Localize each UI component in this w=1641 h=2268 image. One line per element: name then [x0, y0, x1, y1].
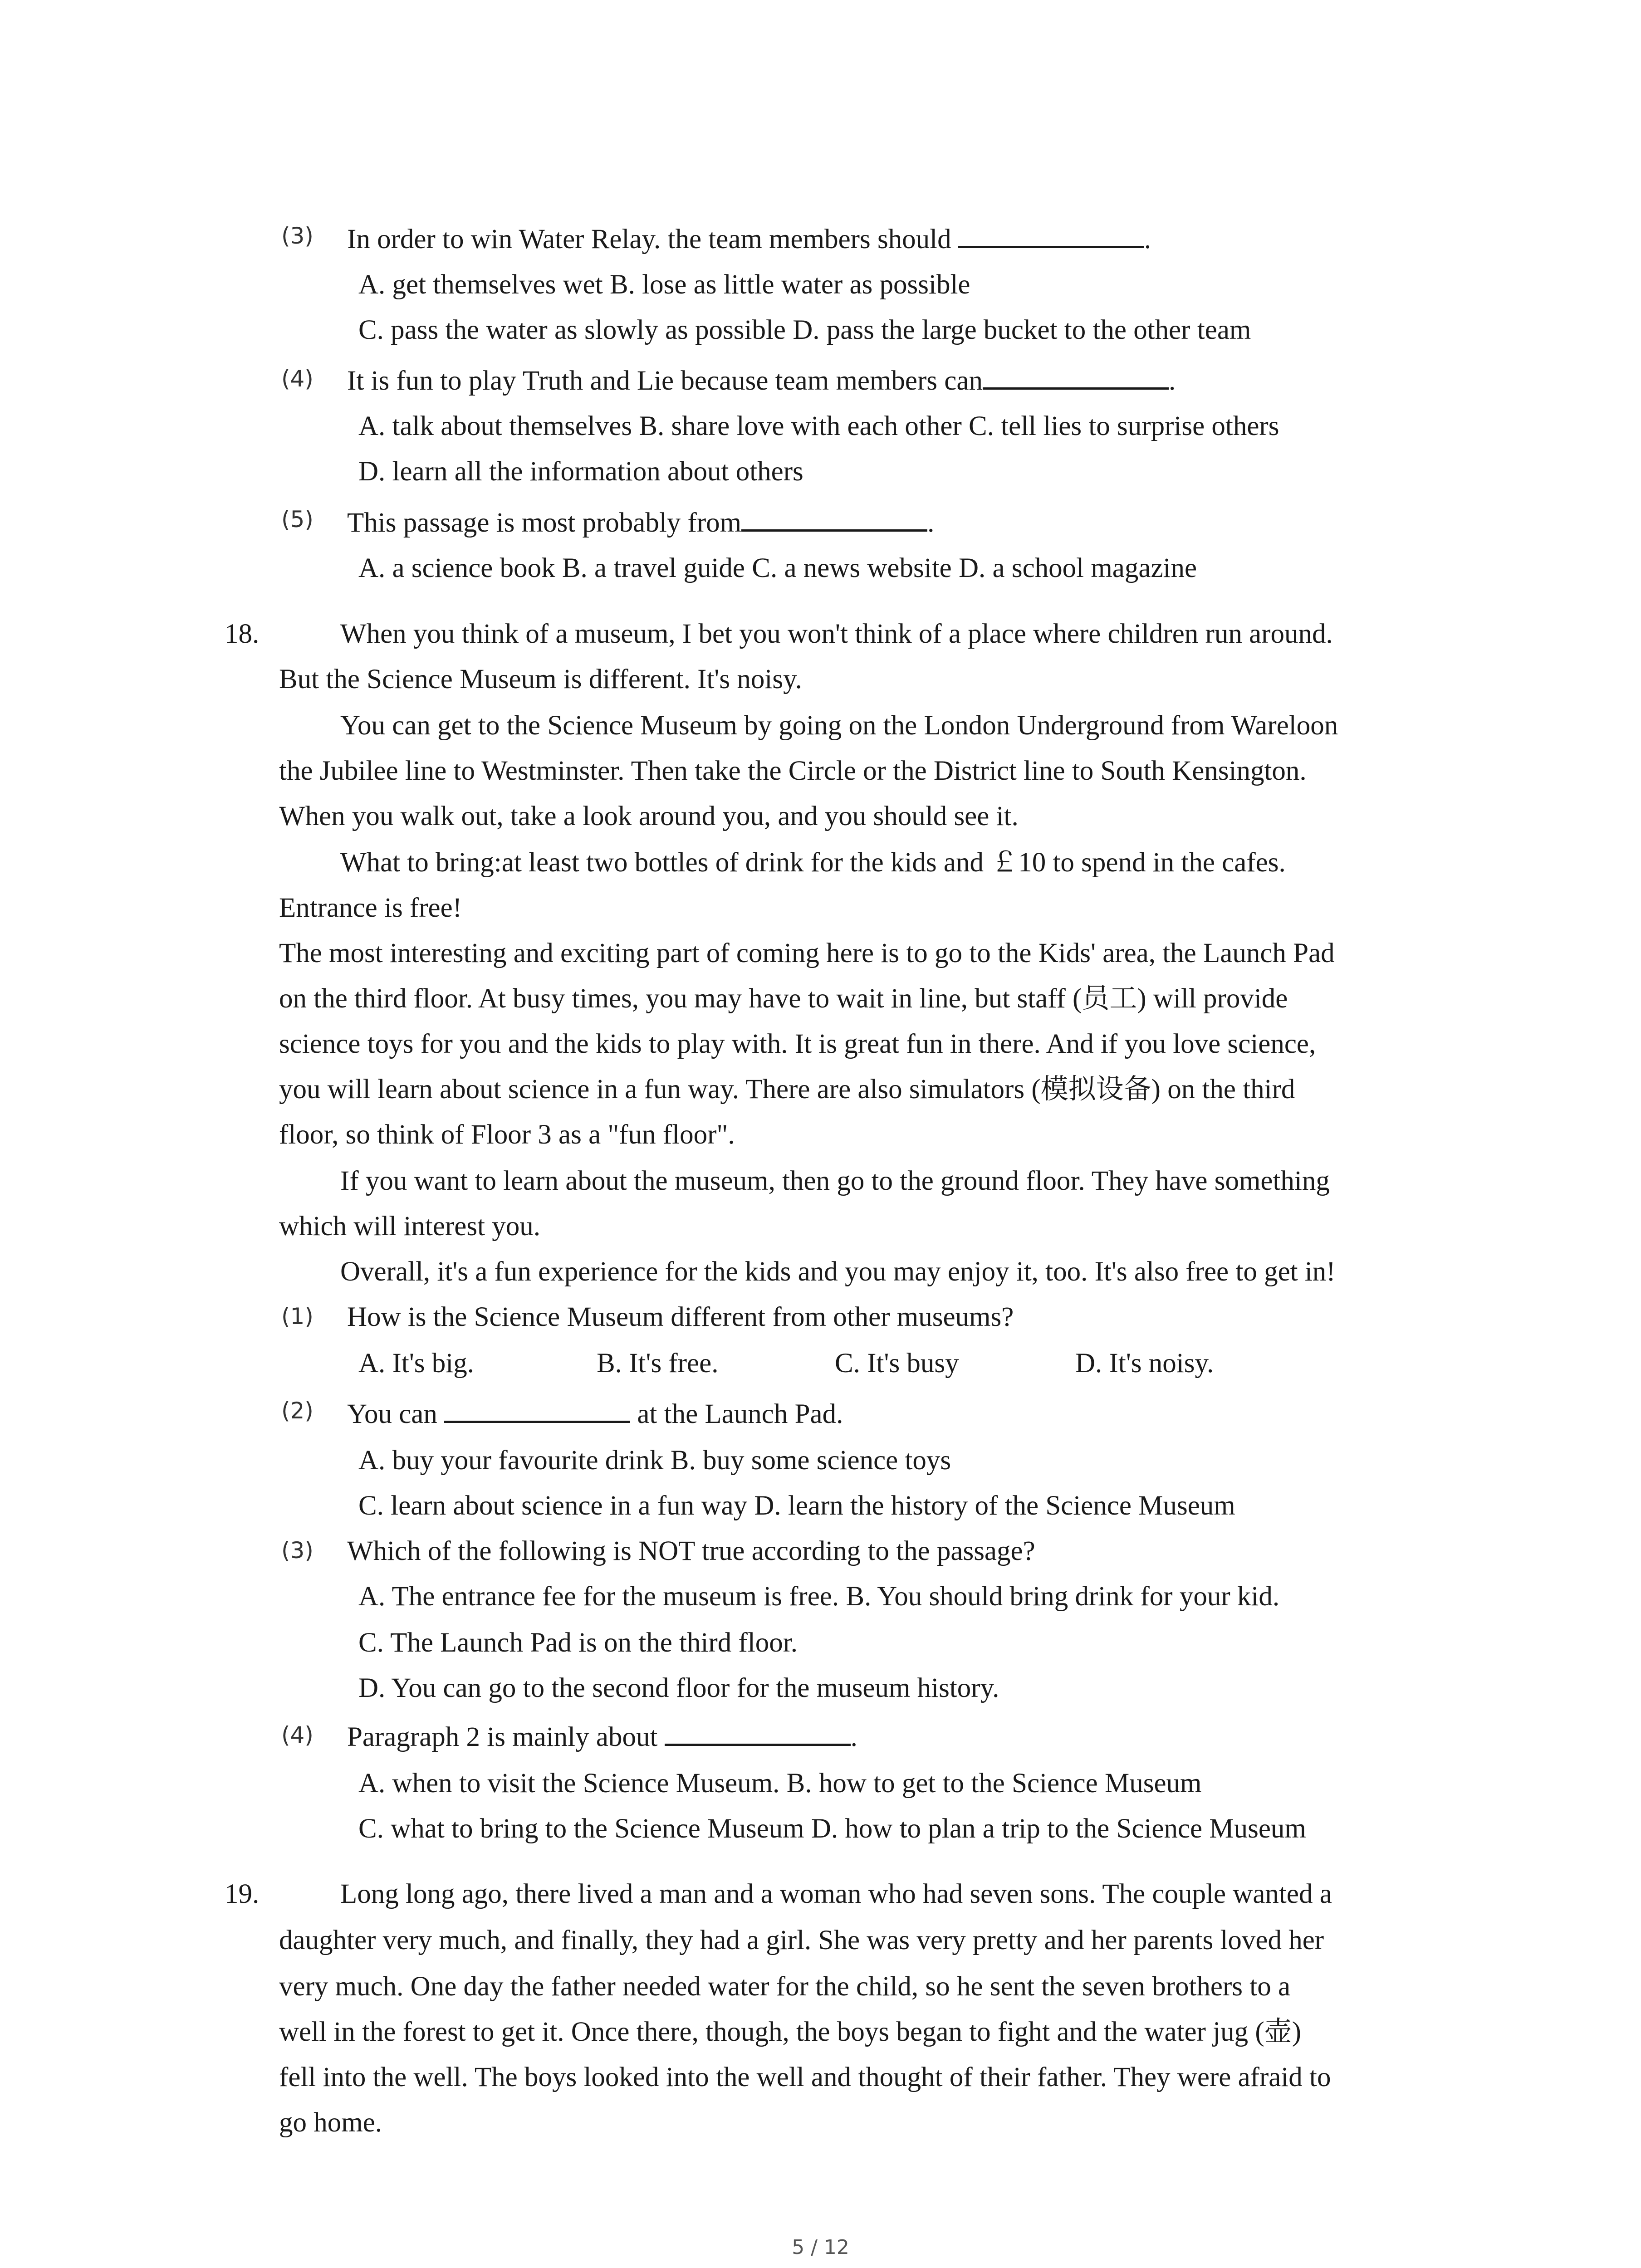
passage-line: Entrance is free! [279, 893, 462, 923]
question-stem: This passage is most probably from . [347, 508, 935, 538]
question-stem: How is the Science Museum different from other museums? [347, 1302, 1014, 1332]
answer-option: D. It's noisy. [1075, 1348, 1214, 1378]
question-stem: Which of the following is NOT true according to the passage? [347, 1536, 1035, 1566]
question-stem: You can at the Launch Pad. [347, 1399, 843, 1429]
question-stem: In order to win Water Relay. the team members should . [347, 224, 1151, 254]
question-number: (2) [281, 1398, 314, 1424]
answer-options: A. a science book B. a travel guide C. a news website D. a school magazine [358, 553, 1197, 583]
passage-number: 19. [225, 1879, 260, 1909]
question-number: (1) [281, 1303, 314, 1330]
answer-blank [741, 507, 927, 532]
answer-options: A. when to visit the Science Museum. B. how to get to the Science Museum [358, 1768, 1202, 1799]
passage-line: which will interest you. [279, 1211, 541, 1242]
answer-options: A. get themselves wet B. lose as little water as possible [358, 269, 970, 300]
answer-options: A. buy your favourite drink B. buy some science toys [358, 1445, 951, 1476]
passage-line: on the third floor. At busy times, you may have to wait in line, but staff (员工) will provide [279, 983, 1288, 1014]
passage-line: But the Science Museum is different. It's noisy. [279, 664, 802, 694]
passage-line: daughter very much, and finally, they had a girl. She was very pretty and her parents loved her [279, 1925, 1324, 1955]
answer-options: A. talk about themselves B. share love with each other C. tell lies to surprise others [358, 411, 1279, 441]
question-number: (3) [281, 1537, 314, 1564]
passage-line: If you want to learn about the museum, then go to the ground floor. They have something [340, 1166, 1330, 1196]
page-number: 5 / 12 [792, 2236, 849, 2259]
answer-option: C. It's busy [835, 1348, 959, 1378]
passage-line: When you walk out, take a look around you, and you should see it. [279, 801, 1019, 831]
answer-options: C. pass the water as slowly as possible D. pass the large bucket to the other team [358, 315, 1251, 345]
passage-line: well in the forest to get it. Once there, though, the boys began to fight and the water jug (壶) [279, 2017, 1302, 2047]
passage-line: go home. [279, 2107, 382, 2138]
answer-option: A. It's big. [358, 1348, 474, 1378]
passage-line: Long long ago, there lived a man and a woman who had seven sons. The couple wanted a [340, 1879, 1332, 1909]
answer-options: D. learn all the information about others [358, 456, 803, 487]
passage-line: When you think of a museum, I bet you won't think of a place where children run around. [340, 619, 1333, 649]
question-number: (5) [281, 506, 314, 533]
answer-options: C. learn about science in a fun way D. learn the history of the Science Museum [358, 1491, 1235, 1521]
passage-line: The most interesting and exciting part of coming here is to go to the Kids' area, the Launch Pad [279, 938, 1335, 968]
question-number: (4) [281, 1722, 314, 1748]
answer-blank [665, 1721, 851, 1746]
question-stem: Paragraph 2 is mainly about . [347, 1722, 857, 1752]
passage-line: very much. One day the father needed water for the child, so he sent the seven brothers to a [279, 1971, 1291, 2002]
passage-line: fell into the well. The boys looked into the well and thought of their father. They were afraid to [279, 2062, 1331, 2092]
passage-line: the Jubilee line to Westminster. Then take the Circle or the District line to South Kensington. [279, 756, 1307, 786]
answer-blank [444, 1398, 630, 1423]
passage-line: Overall, it's a fun experience for the kids and you may enjoy it, too. It's also free to get in! [340, 1256, 1336, 1287]
answer-options: D. You can go to the second floor for the museum history. [358, 1673, 999, 1703]
question-stem: It is fun to play Truth and Lie because team members can . [347, 366, 1176, 396]
answer-options: C. what to bring to the Science Museum D. how to plan a trip to the Science Museum [358, 1813, 1306, 1844]
answer-options: C. The Launch Pad is on the third floor. [358, 1628, 798, 1658]
passage-number: 18. [225, 619, 260, 649]
question-number: (4) [281, 366, 314, 392]
answer-blank [983, 365, 1169, 390]
passage-line: you will learn about science in a fun way. There are also simulators (模拟设备) on the third [279, 1074, 1295, 1105]
answer-option: B. It's free. [597, 1348, 719, 1378]
answer-blank [958, 223, 1144, 248]
question-number: (3) [281, 223, 314, 249]
passage-line: science toys for you and the kids to play with. It is great fun in there. And if you love science, [279, 1029, 1316, 1059]
passage-line: floor, so think of Floor 3 as a "fun floor". [279, 1119, 735, 1150]
passage-line: What to bring:at least two bottles of drink for the kids and ￡10 to spend in the cafes. [340, 847, 1286, 878]
answer-options: A. The entrance fee for the museum is free. B. You should bring drink for your kid. [358, 1581, 1280, 1612]
passage-line: You can get to the Science Museum by going on the London Underground from Wareloon [340, 710, 1338, 741]
